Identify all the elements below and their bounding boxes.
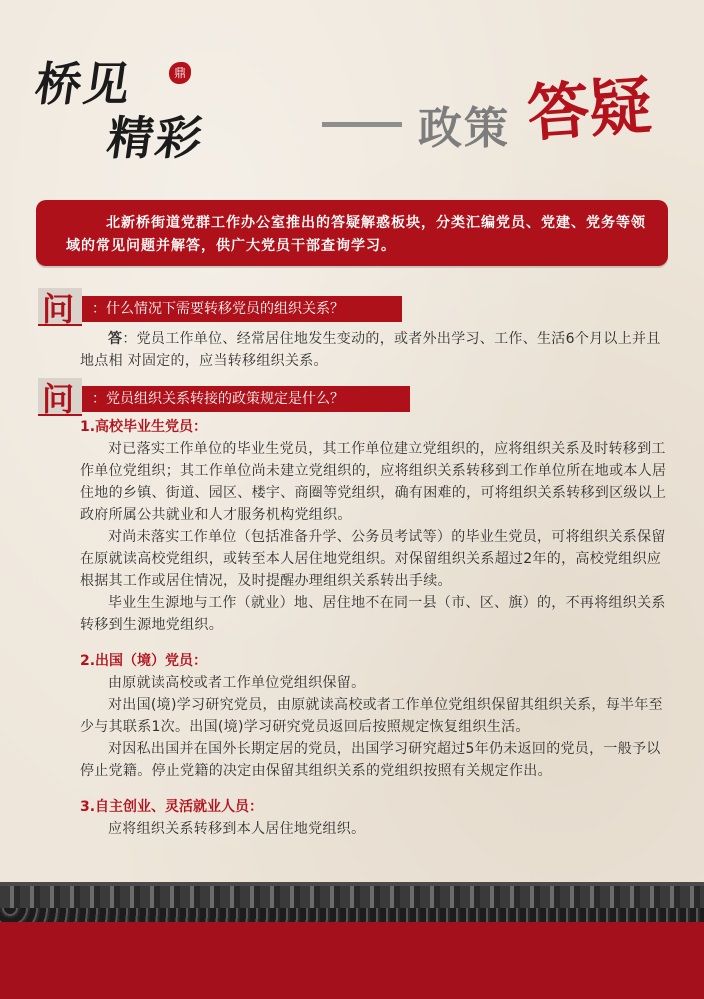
section-3-title: 3.自主创业、灵活就业人员： — [80, 799, 264, 815]
question-1-text: ：什么情况下需要转移党员的组织关系？ — [92, 301, 344, 317]
intro-text: 北新桥街道党群工作办公室推出的答疑解惑板块，分类汇编党员、党建、党务等领域的常见问题并解答，供广大党员干部查询学习。 — [66, 215, 646, 254]
question-2-bar — [82, 386, 410, 412]
answer-1-text: ：党员工作单位、经常居住地发生变动的，或者外出学习、工作、生活6个月以上并且地点相 对固定的，应当转移组织关系。 — [80, 331, 661, 369]
brand-logo — [31, 48, 236, 168]
section-1-paragraph-3: 毕业生生源地与工作（就业）地、居住地不在同一县（市、区、旗）的，不再将组织关系转移到生源地党组织。 — [80, 595, 666, 633]
title-grey: 政策 — [418, 103, 510, 154]
question-2-text: ：党员组织关系转接的政策规定是什么？ — [92, 391, 344, 407]
question-icon: 问 — [42, 290, 75, 328]
footer-red-band — [0, 922, 704, 999]
section-1-paragraph-1: 对已落实工作单位的毕业生党员，其工作单位建立党组织的，应将组织关系及时转移到工作单位党组织；其工作单位尚未建立党组织的，应将组织关系转移到工作单位所在地或本人居住地的乡镇、街道、园区、楼宇、商圈等党组织，确有困难的，可将组织关系转移到区级以上政府所属公共就业和人才服务机构党组织。 — [80, 441, 667, 523]
roof-tiles-decoration — [0, 908, 704, 922]
brand-line-1: 桥见 — [31, 57, 136, 111]
title-dash — [322, 122, 402, 127]
section-1-title: 1.高校毕业生党员： — [80, 419, 208, 435]
section-title — [322, 68, 682, 154]
intro-banner — [36, 200, 668, 266]
answer-label: 答 — [108, 331, 123, 347]
section-2-paragraph-1: 由原就读高校或者工作单位党组织保留。 — [108, 675, 366, 691]
seal-icon: 鼎 — [169, 62, 191, 84]
question-icon-box — [38, 378, 82, 416]
answer-1 — [80, 328, 670, 372]
title-red: 答疑 — [524, 68, 654, 151]
question-icon: 问 — [42, 380, 75, 418]
brand-line-2: 精彩 — [103, 111, 208, 165]
section-1-paragraph-2: 对尚未落实工作单位（包括准备升学、公务员考试等）的毕业生党员，可将组织关系保留在原就读高校党组织，或转至本人居住地党组织。对保留组织关系超过2年的，高校党组织应根据其工作或居住情况，及时提醒办理组织关系转出手续。 — [80, 529, 666, 589]
section-3-paragraph-1: 应将组织关系转移到本人居住地党组织。 — [108, 821, 366, 837]
section-2-paragraph-3: 对因私出国并在国外长期定居的党员，出国学习研究超过5年仍未返回的党员，一般予以停止党籍。停止党籍的决定由保留其组织关系的党组织按照有关规定作出。 — [80, 741, 661, 779]
section-2-paragraph-2: 对出国(境)学习研究党员，由原就读高校或者工作单位党组织保留其组织关系，每半年至少与其联系1次。出国(境)学习研究党员返回后按照规定恢复组织生活。 — [80, 697, 663, 735]
section-2-title: 2.出国（境）党员： — [80, 653, 208, 669]
question-icon-box — [38, 288, 82, 326]
question-1-bar — [82, 296, 402, 322]
